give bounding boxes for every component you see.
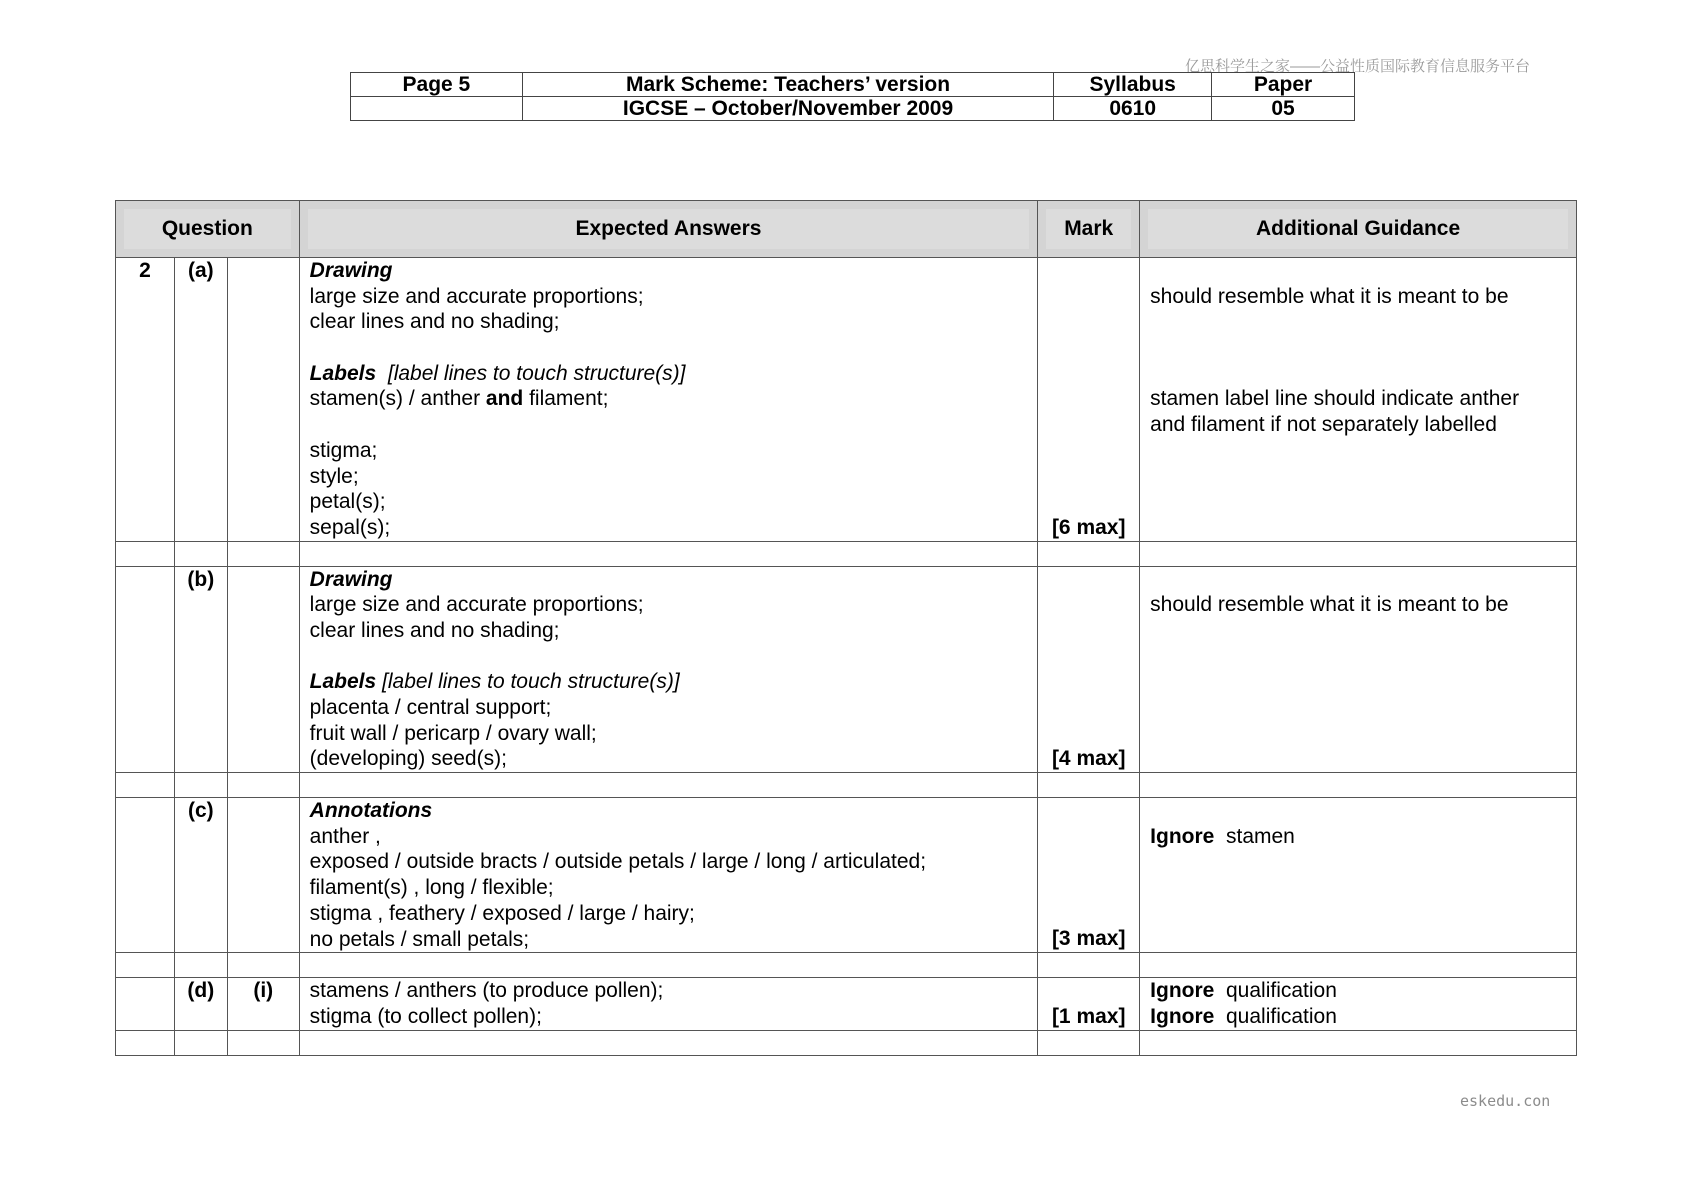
guidance-line: stamen label line should indicate anther [1150,387,1520,411]
guidance-line: should resemble what it is meant to be [1150,284,1509,308]
question-part: (c) [174,798,227,953]
answer-line: sepal(s); [309,515,391,539]
header-paper-number: 05 [1212,97,1355,121]
expected-answers [299,798,1038,953]
answer-line: filament(s) , long / flexible; [309,876,554,900]
question-part: (b) [174,566,227,773]
table-row [116,798,1577,953]
labels-line: Labels [label lines to touch structure(s)] [309,361,686,385]
guidance-line: Ignore qualification [1150,979,1337,1003]
answer-line: stigma , feathery / exposed / large / hairy; [309,901,695,925]
spacer-row [116,541,1577,566]
answer-heading: Drawing [309,259,393,282]
answer-line: fruit wall / pericarp / ovary wall; [309,721,597,745]
answer-line: stigma; [309,438,378,462]
expected-answers [299,566,1038,773]
header-empty-cell [351,97,523,121]
answer-line: stigma (to collect pollen); [309,1004,542,1028]
table-row [116,258,1577,542]
column-header-guidance: Additional Guidance [1140,201,1577,258]
guidance-line: Ignore stamen [1150,824,1295,848]
header-title: Mark Scheme: Teachers’ version [522,73,1053,97]
answer-heading: Drawing [309,567,393,591]
answer-line: (developing) seed(s); [309,747,507,771]
answer-line: clear lines and no shading; [309,310,560,334]
answer-line: exposed / outside bracts / outside petals / large / long / articulated; [309,850,927,874]
additional-guidance [1140,978,1577,1030]
expected-answers [299,978,1038,1030]
additional-guidance [1140,798,1577,953]
answer-line: large size and accurate proportions; [309,284,644,308]
spacer-row [116,1030,1577,1055]
answer-line: stamens / anthers (to produce pollen); [309,979,664,1003]
mark-value: [1 max] [1038,978,1140,1030]
answer-heading: Annotations [309,799,433,823]
spacer-row [116,773,1577,798]
mark-value: [4 max] [1038,566,1140,773]
header-syllabus-code: 0610 [1054,97,1212,121]
answer-line: style; [309,464,359,488]
answer-line: clear lines and no shading; [309,618,560,642]
header-exam: IGCSE – October/November 2009 [522,97,1053,121]
additional-guidance [1140,258,1577,542]
header-table [350,72,1355,121]
table-header-row [116,201,1577,258]
column-header-mark: Mark [1038,201,1140,258]
watermark-bottom: eskedu.con [1460,1092,1551,1110]
question-sub: (i) [227,978,299,1030]
column-header-answers: Expected Answers [299,201,1038,258]
question-number: 2 [116,258,175,542]
header-page: Page 5 [351,73,523,97]
expected-answers [299,258,1038,542]
guidance-line: Ignore qualification [1150,1004,1337,1028]
answer-line: placenta / central support; [309,696,552,719]
answer-line: anther , [309,824,381,848]
answer-line: stamen(s) / anther and filament; [309,387,609,411]
additional-guidance [1140,566,1577,773]
mark-value: [3 max] [1038,798,1140,953]
guidance-line: and filament if not separately labelled [1150,413,1497,437]
labels-line: Labels [label lines to touch structure(s)] [309,670,680,694]
header-paper-label: Paper [1212,73,1355,97]
table-row [116,566,1577,773]
mark-scheme-table [115,200,1577,1056]
answer-line: no petals / small petals; [309,927,530,951]
question-part: (a) [174,258,227,542]
answer-line: petal(s); [309,490,386,514]
spacer-row [116,953,1577,978]
question-sub [227,258,299,542]
watermark-top: 亿思科学生之家——公益性质国际教育信息服务平台 [1185,58,1531,75]
answer-line: large size and accurate proportions; [309,593,644,617]
question-part: (d) [174,978,227,1030]
header-syllabus-label: Syllabus [1054,73,1212,97]
column-header-question: Question [116,201,300,258]
mark-value: [6 max] [1038,258,1140,542]
table-row [116,978,1577,1030]
guidance-line: should resemble what it is meant to be [1150,593,1509,617]
